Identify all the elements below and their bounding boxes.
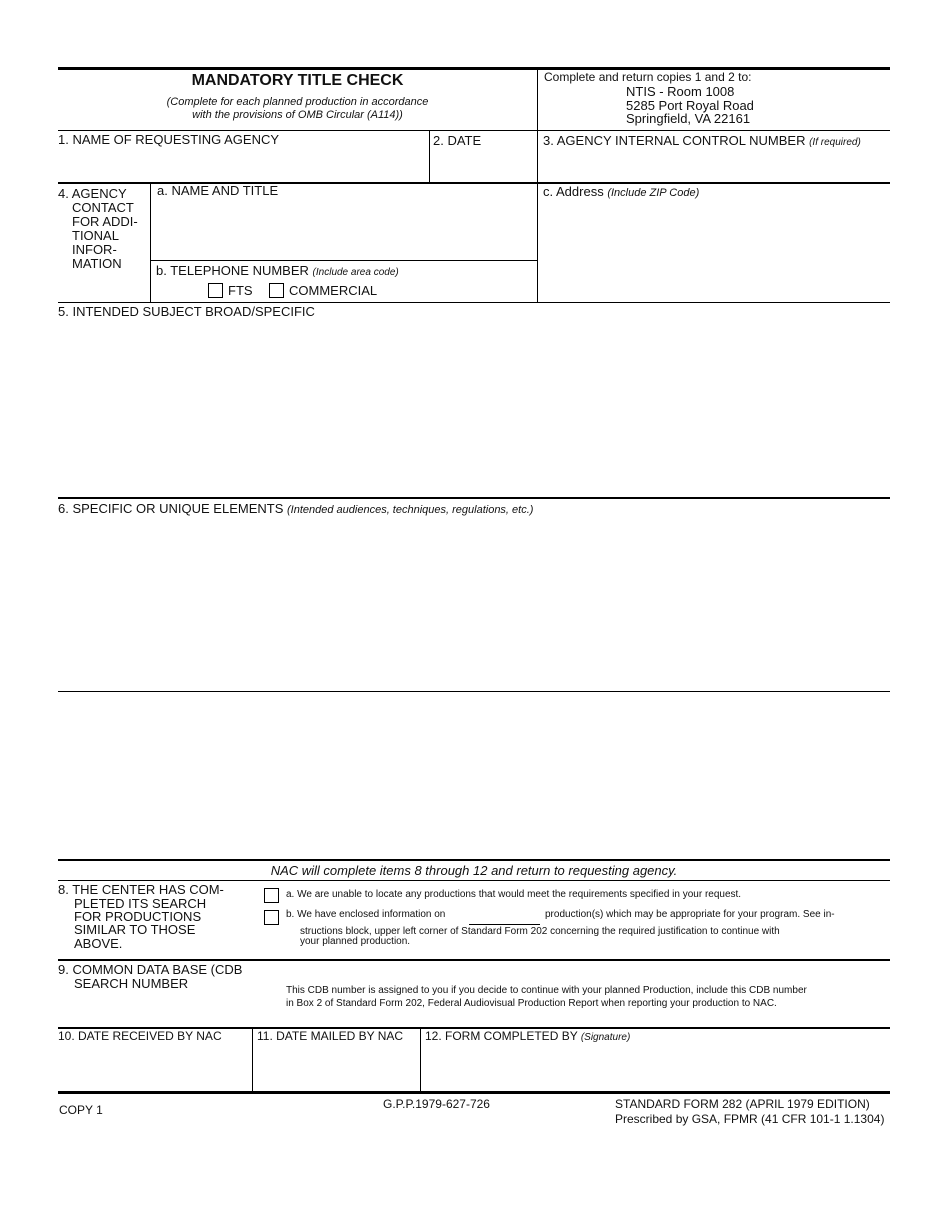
f8b-count-input[interactable] — [469, 910, 540, 925]
f6-label-text: 6. SPECIFIC OR UNIQUE ELEMENTS — [58, 501, 284, 516]
f9-text-1: This CDB number is assigned to you if you decide to continue with your planned Production, include this CDB number — [286, 985, 807, 996]
f10-input[interactable] — [58, 1046, 250, 1088]
f9-label-line: SEARCH NUMBER — [74, 976, 189, 991]
f3-label — [543, 134, 861, 150]
f4b-label-text: b. TELEPHONE NUMBER — [156, 263, 309, 278]
f5-input[interactable] — [58, 322, 890, 494]
rule-bottom — [58, 1091, 890, 1094]
f4c-label — [543, 185, 699, 200]
rule-below-f5 — [58, 497, 890, 499]
commercial-label: COMMERCIAL — [289, 283, 378, 298]
f4-label-line: 4. AGENCY — [58, 186, 127, 201]
f11-input[interactable] — [253, 1046, 418, 1088]
f4-label-line: INFOR- — [72, 242, 117, 257]
f8b-text-line2: structions block, upper left corner of Standard Form 202 concerning the required justification to continue with — [300, 926, 780, 937]
f4c-input[interactable] — [538, 201, 890, 301]
f12-note: (Signature) — [580, 1032, 631, 1043]
rule-above-banner — [58, 859, 890, 861]
form-subtitle-1: (Complete for each planned production in accordance — [166, 96, 429, 108]
return-instruction: Complete and return copies 1 and 2 to: — [544, 70, 752, 84]
f6-input[interactable] — [58, 520, 890, 688]
fts-checkbox[interactable] — [208, 283, 223, 298]
form-title: MANDATORY TITLE CHECK — [191, 72, 404, 89]
f8-label-line: PLETED ITS SEARCH — [74, 896, 207, 911]
f1-input[interactable] — [58, 148, 428, 181]
f8b-text-line3: your planned production. — [300, 936, 411, 947]
f8-label-line: SIMILAR TO THOSE — [74, 922, 196, 937]
form-prescription: Prescribed by GSA, FPMR (41 CFR 101-1 1.1304) — [615, 1112, 885, 1126]
f4b-label — [156, 264, 399, 280]
f8b-text-post: production(s) which may be appropriate for your program. See in- — [545, 909, 835, 920]
f8-label-line: FOR PRODUCTIONS — [74, 909, 202, 924]
f8a-checkbox[interactable] — [264, 888, 279, 903]
f5-label: 5. INTENDED SUBJECT BROAD/SPECIFIC — [58, 304, 315, 319]
f8-label-line: 8. THE CENTER HAS COM- — [58, 882, 224, 897]
fts-label: FTS — [228, 283, 253, 298]
nac-banner: NAC will complete items 8 through 12 and return to requesting agency. — [270, 863, 678, 878]
f8a-text: a. We are unable to locate any productions that would meet the requirements specified in your request. — [286, 889, 742, 900]
form-number: STANDARD FORM 282 (APRIL 1979 EDITION) — [615, 1097, 870, 1111]
rule-4a-4b — [150, 260, 537, 261]
f4c-note: (Include ZIP Code) — [607, 187, 700, 199]
f9-input[interactable] — [58, 995, 258, 1023]
f4a-label: a. NAME AND TITLE — [157, 183, 279, 198]
rule-below-banner — [58, 880, 890, 881]
f12-signature-input[interactable] — [421, 1046, 890, 1088]
f4-label-line: FOR ADDI- — [72, 214, 138, 229]
f8b-checkbox[interactable] — [264, 910, 279, 925]
f8b-text-pre: b. We have enclosed information on — [286, 909, 446, 920]
f9-label-line: 9. COMMON DATA BASE (CDB — [58, 962, 243, 977]
f12-label — [425, 1029, 630, 1045]
f4-label-line: CONTACT — [72, 200, 134, 215]
f1-label: 1. NAME OF REQUESTING AGENCY — [58, 132, 280, 147]
f3-note: (If required) — [809, 137, 861, 148]
f6-note: (Intended audiences, techniques, regulations, etc.) — [287, 504, 534, 516]
f4a-input[interactable] — [151, 200, 536, 259]
f12-label-text: 12. FORM COMPLETED BY — [425, 1029, 578, 1043]
f3-input[interactable] — [538, 150, 890, 181]
f4-label-line: TIONAL — [72, 228, 119, 243]
rule-below-row4 — [58, 302, 890, 303]
top-rule — [58, 67, 890, 70]
return-address-1: NTIS - Room 1008 — [626, 84, 735, 99]
f10-label: 10. DATE RECEIVED BY NAC — [58, 1029, 222, 1043]
copy-number: COPY 1 — [59, 1103, 103, 1117]
f4c-label-text: c. Address — [543, 184, 604, 199]
rule-below-header — [58, 130, 890, 131]
f6-label — [58, 502, 533, 517]
rule-below-f6 — [58, 691, 890, 692]
form-subtitle-2: with the provisions of OMB Circular (A114)) — [192, 109, 403, 121]
f2-label: 2. DATE — [433, 133, 482, 148]
f4b-note: (Include area code) — [312, 267, 399, 278]
f2-input[interactable] — [430, 150, 536, 181]
commercial-checkbox[interactable] — [269, 283, 284, 298]
f9-text-2: in Box 2 of Standard Form 202, Federal Audiovisual Production Report when reporting your production to NAC. — [286, 998, 777, 1009]
return-address-3: Springfield, VA 22161 — [626, 111, 751, 126]
rule-below-f8 — [58, 959, 890, 961]
f11-label: 11. DATE MAILED BY NAC — [257, 1029, 404, 1043]
f3-label-text: 3. AGENCY INTERNAL CONTROL NUMBER — [543, 133, 806, 148]
gpp-number: G.P.P.1979-627-726 — [383, 1097, 490, 1111]
return-address-2: 5285 Port Royal Road — [626, 98, 754, 113]
f8-label-line: ABOVE. — [74, 936, 123, 951]
f4-label-line: MATION — [72, 256, 122, 271]
